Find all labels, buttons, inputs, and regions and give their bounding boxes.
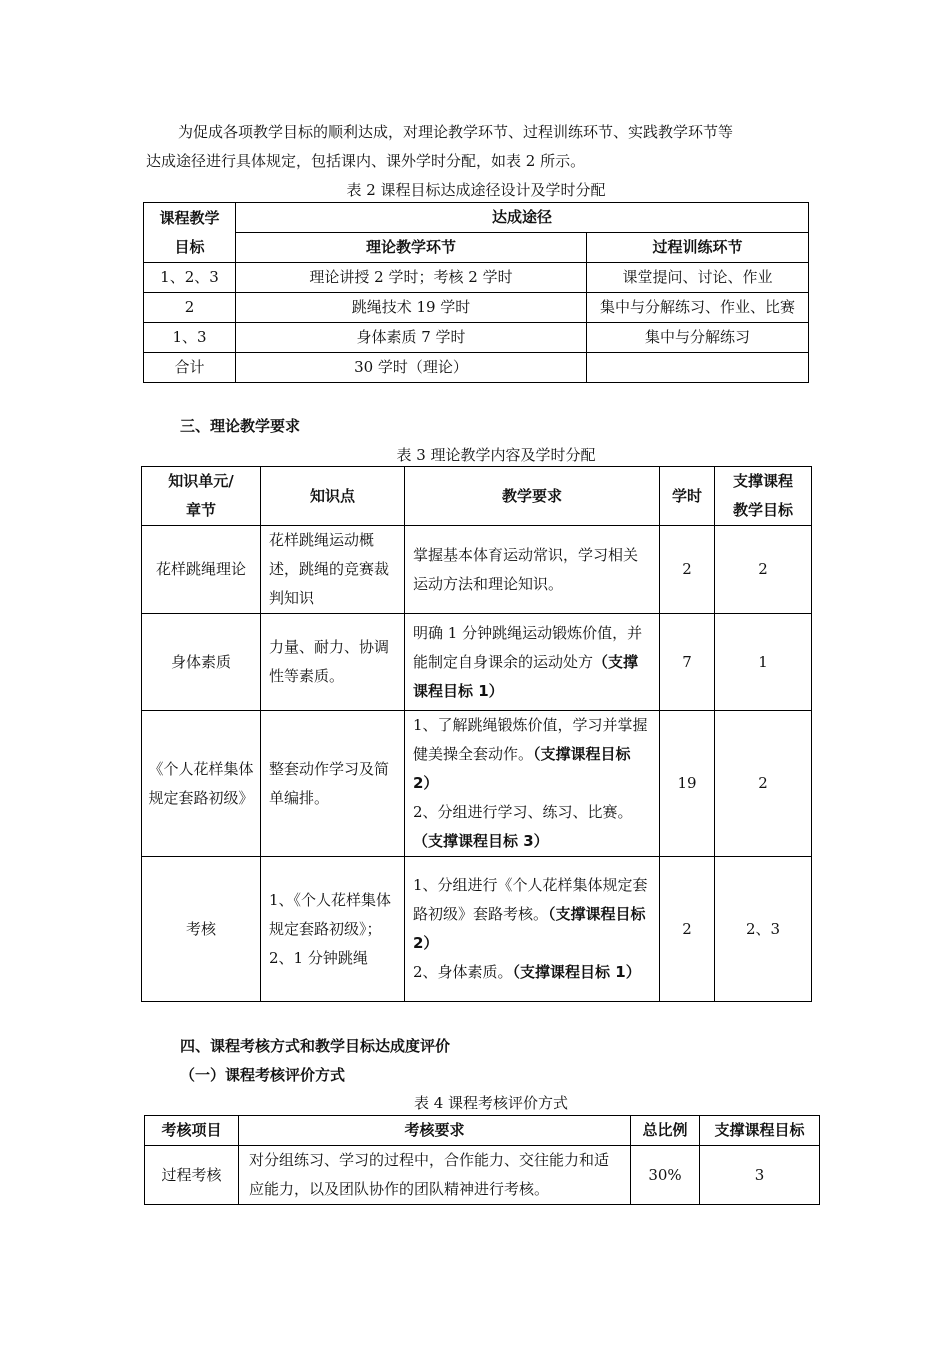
table-row: 1、3 身体素质 7 学时 集中与分解练习 — [144, 323, 809, 353]
table3-caption: 表 3 理论教学内容及学时分配 — [396, 446, 596, 464]
table4-caption: 表 4 课程考核评价方式 — [413, 1094, 569, 1112]
table2-caption: 表 2 课程目标达成途径设计及学时分配 — [346, 181, 606, 199]
section4-title: 四、课程考核方式和教学目标达成度评价 — [180, 1037, 451, 1055]
table-row: 《个人花样集体规定套路初级》 整套动作学习及简单编排。 1、了解跳绳锻炼价值，学习并掌握健美操全套动作。（支撑课程目标 2） 2、分组进行学习、练习、比赛。（支撑课程目标 3） 19 2 — [142, 711, 812, 857]
table4-header-req: 考核要求 — [239, 1116, 631, 1146]
table2-header-process: 过程训练环节 — [587, 233, 809, 263]
table2-header-goal: 课程教学 目标 — [144, 203, 236, 263]
table-row: 身体素质 力量、耐力、协调性等素质。 明确 1 分钟跳绳运动锻炼价值，并能制定自身课余的运动处方（支撑课程目标 1） 7 1 — [142, 614, 812, 711]
table4-header-goal: 支撑课程目标 — [700, 1116, 820, 1146]
table2-header-path: 达成途径 — [236, 203, 809, 233]
table-row: 1、2、3 理论讲授 2 学时；考核 2 学时 课堂提问、讨论、作业 — [144, 263, 809, 293]
intro-line-1: 为促成各项教学目标的顺利达成，对理论教学环节、过程训练环节、实践教学环节等 — [178, 123, 734, 141]
table-row: 考核 1、《个人花样集体规定套路初级》；2、1 分钟跳绳 1、分组进行《个人花样集体规定套路初级》套路考核。（支撑课程目标 2） 2、身体素质。（支撑课程目标 1） 2 2、3 — [142, 857, 812, 1002]
table-row: 合计 30 学时（理论） — [144, 353, 809, 383]
section3-title: 三、理论教学要求 — [180, 417, 301, 435]
table3-header-unit: 知识单元/章节 — [142, 467, 261, 526]
table4-header-ratio: 总比例 — [631, 1116, 700, 1146]
table-row: 过程考核 对分组练习、学习的过程中，合作能力、交往能力和适应能力，以及团队协作的团队精神进行考核。 30% 3 — [145, 1146, 820, 1205]
table2-header-theory: 理论教学环节 — [236, 233, 587, 263]
table3-header-hours: 学时 — [660, 467, 715, 526]
table4-header-item: 考核项目 — [145, 1116, 239, 1146]
table3-header-goal: 支撑课程教学目标 — [715, 467, 812, 526]
table4 — [144, 1115, 820, 1205]
intro-line-2: 达成途径进行具体规定，包括课内、课外学时分配，如表 2 所示。 — [146, 152, 586, 170]
table3-header-req: 教学要求 — [405, 467, 660, 526]
section4-sub1: （一）课程考核评价方式 — [180, 1066, 346, 1084]
intro-paragraph — [146, 118, 806, 176]
table3-header-point: 知识点 — [261, 467, 405, 526]
table-row: 2 跳绳技术 19 学时 集中与分解练习、作业、比赛 — [144, 293, 809, 323]
table2 — [143, 202, 809, 383]
table-row: 花样跳绳理论 花样跳绳运动概述，跳绳的竞赛裁判知识 掌握基本体育运动常识，学习相关运动方法和理论知识。 2 2 — [142, 526, 812, 614]
table3 — [141, 466, 812, 1002]
